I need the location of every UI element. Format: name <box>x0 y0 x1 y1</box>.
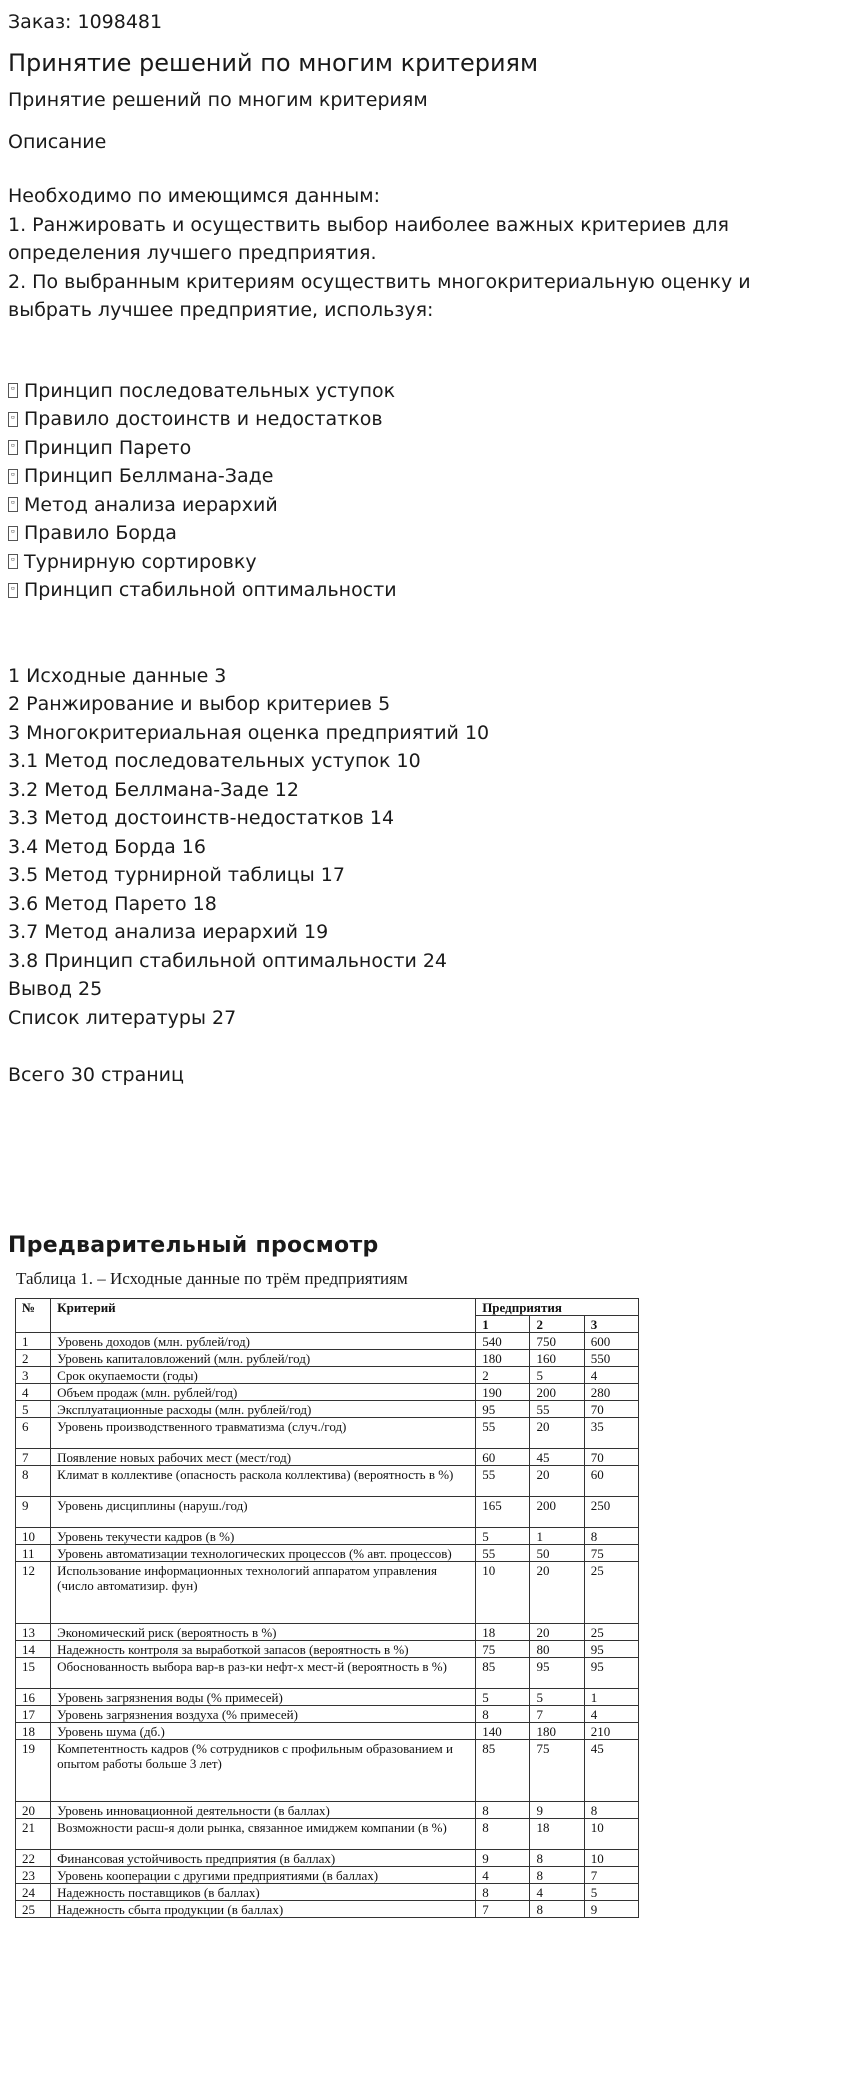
row-number: 25 <box>16 1900 51 1917</box>
row-criterion: Уровень производственного травматизма (случ./год) <box>51 1417 476 1448</box>
description-label: Описание <box>8 131 107 153</box>
row-value-2: 200 <box>530 1496 584 1527</box>
method-list <box>8 377 828 605</box>
row-value-3: 95 <box>584 1640 638 1657</box>
missing-glyph-icon: ▫ <box>8 583 18 598</box>
row-value-2: 4 <box>530 1883 584 1900</box>
table-of-contents <box>8 662 828 1033</box>
table-row <box>16 1688 639 1705</box>
row-value-1: 5 <box>476 1688 530 1705</box>
description-text <box>8 182 828 325</box>
table-row <box>16 1866 639 1883</box>
row-number: 2 <box>16 1349 51 1366</box>
row-number: 13 <box>16 1623 51 1640</box>
row-value-3: 95 <box>584 1657 638 1688</box>
row-criterion: Срок окупаемости (годы) <box>51 1366 476 1383</box>
row-value-2: 7 <box>530 1705 584 1722</box>
table-row <box>16 1849 639 1866</box>
table-body <box>16 1332 639 1917</box>
total-pages: Всего 30 страниц <box>8 1064 184 1086</box>
table-caption: Таблица 1. – Исходные данные по трём предприятиям <box>16 1268 408 1288</box>
missing-glyph-icon: ▫ <box>8 469 18 484</box>
row-value-1: 140 <box>476 1722 530 1739</box>
table-row <box>16 1657 639 1688</box>
row-value-1: 55 <box>476 1465 530 1496</box>
row-value-3: 1 <box>584 1688 638 1705</box>
row-value-1: 5 <box>476 1527 530 1544</box>
description-line: выбрать лучшее предприятие, используя: <box>8 299 434 321</box>
list-item: ▫ Принцип последовательных уступок <box>8 377 828 406</box>
page-title: Принятие решений по многим критериям <box>8 49 539 77</box>
row-number: 5 <box>16 1400 51 1417</box>
source-data-table <box>15 1298 639 1918</box>
table-row <box>16 1496 639 1527</box>
row-value-1: 190 <box>476 1383 530 1400</box>
row-value-2: 8 <box>530 1849 584 1866</box>
row-criterion: Появление новых рабочих мест (мест/год) <box>51 1448 476 1465</box>
toc-item: 3.2 Метод Беллмана-Заде 12 <box>8 778 299 801</box>
row-value-2: 20 <box>530 1623 584 1640</box>
row-value-2: 80 <box>530 1640 584 1657</box>
table-row <box>16 1900 639 1917</box>
row-value-3: 70 <box>584 1448 638 1465</box>
row-criterion: Уровень загрязнения воздуха (% примесей) <box>51 1705 476 1722</box>
row-value-2: 160 <box>530 1349 584 1366</box>
row-value-3: 8 <box>584 1801 638 1818</box>
preview-heading: Предварительный просмотр <box>8 1232 379 1258</box>
row-value-3: 550 <box>584 1349 638 1366</box>
row-criterion: Уровень шума (дб.) <box>51 1722 476 1739</box>
row-value-2: 8 <box>530 1900 584 1917</box>
row-value-1: 10 <box>476 1561 530 1623</box>
row-value-2: 95 <box>530 1657 584 1688</box>
row-number: 4 <box>16 1383 51 1400</box>
header-enterprise-1: 1 <box>476 1315 530 1332</box>
header-number: № <box>16 1298 51 1332</box>
missing-glyph-icon: ▫ <box>8 412 18 427</box>
row-value-1: 18 <box>476 1623 530 1640</box>
row-number: 19 <box>16 1739 51 1801</box>
header-enterprises: Предприятия <box>476 1298 639 1315</box>
row-criterion: Возможности расш-я доли рынка, связанное имиджем компании (в %) <box>51 1818 476 1849</box>
row-value-1: 60 <box>476 1448 530 1465</box>
row-value-3: 75 <box>584 1544 638 1561</box>
list-item: ▫ Турнирную сортировку <box>8 548 828 577</box>
row-value-3: 35 <box>584 1417 638 1448</box>
row-criterion: Эксплуатационные расходы (млн. рублей/год) <box>51 1400 476 1417</box>
table-header-row <box>16 1298 639 1315</box>
toc-item: 3 Многокритериальная оценка предприятий 10 <box>8 721 490 744</box>
row-value-3: 45 <box>584 1739 638 1801</box>
row-value-3: 10 <box>584 1818 638 1849</box>
row-criterion: Уровень текучести кадров (в %) <box>51 1527 476 1544</box>
table-row <box>16 1366 639 1383</box>
table-row <box>16 1623 639 1640</box>
row-criterion: Экономический риск (вероятность в %) <box>51 1623 476 1640</box>
row-number: 12 <box>16 1561 51 1623</box>
table-row <box>16 1332 639 1349</box>
missing-glyph-icon: ▫ <box>8 383 18 398</box>
row-number: 11 <box>16 1544 51 1561</box>
row-value-1: 55 <box>476 1544 530 1561</box>
row-value-1: 4 <box>476 1866 530 1883</box>
table-row <box>16 1349 639 1366</box>
row-value-1: 8 <box>476 1705 530 1722</box>
row-value-2: 50 <box>530 1544 584 1561</box>
list-item: ▫ Правило Борда <box>8 519 828 548</box>
row-value-3: 70 <box>584 1400 638 1417</box>
row-value-1: 7 <box>476 1900 530 1917</box>
row-value-1: 95 <box>476 1400 530 1417</box>
toc-item: 3.6 Метод Парето 18 <box>8 892 217 915</box>
description-line: определения лучшего предприятия. <box>8 242 377 264</box>
row-number: 14 <box>16 1640 51 1657</box>
row-criterion: Уровень автоматизации технологических процессов (% авт. процессов) <box>51 1544 476 1561</box>
row-number: 1 <box>16 1332 51 1349</box>
row-criterion: Надежность поставщиков (в баллах) <box>51 1883 476 1900</box>
description-line: 2. По выбранным критериям осуществить многокритериальную оценку и <box>8 270 751 293</box>
toc-item: 3.8 Принцип стабильной оптимальности 24 <box>8 949 448 972</box>
table-row <box>16 1883 639 1900</box>
list-item: ▫ Правило достоинств и недостатков <box>8 405 828 434</box>
row-value-3: 210 <box>584 1722 638 1739</box>
row-criterion: Компетентность кадров (% сотрудников с профильным образованием и опытом работы больше 3 лет) <box>51 1739 476 1801</box>
row-value-2: 18 <box>530 1818 584 1849</box>
row-value-2: 750 <box>530 1332 584 1349</box>
header-enterprise-2: 2 <box>530 1315 584 1332</box>
missing-glyph-icon: ▫ <box>8 497 18 512</box>
row-number: 21 <box>16 1818 51 1849</box>
toc-item: 3.3 Метод достоинств-недостатков 14 <box>8 807 395 829</box>
row-value-1: 8 <box>476 1818 530 1849</box>
row-value-2: 200 <box>530 1383 584 1400</box>
order-number: Заказ: 1098481 <box>8 11 163 33</box>
row-value-2: 75 <box>530 1739 584 1801</box>
row-number: 22 <box>16 1849 51 1866</box>
row-number: 6 <box>16 1417 51 1448</box>
row-value-1: 55 <box>476 1417 530 1448</box>
row-value-2: 180 <box>530 1722 584 1739</box>
row-value-3: 4 <box>584 1366 638 1383</box>
row-value-2: 45 <box>530 1448 584 1465</box>
header-enterprise-3: 3 <box>584 1315 638 1332</box>
row-criterion: Объем продаж (млн. рублей/год) <box>51 1383 476 1400</box>
row-number: 17 <box>16 1705 51 1722</box>
row-value-3: 600 <box>584 1332 638 1349</box>
row-value-3: 7 <box>584 1866 638 1883</box>
row-value-3: 250 <box>584 1496 638 1527</box>
table-row <box>16 1739 639 1801</box>
table-row <box>16 1383 639 1400</box>
row-number: 15 <box>16 1657 51 1688</box>
toc-item: 3.1 Метод последовательных уступок 10 <box>8 750 421 772</box>
table-row <box>16 1801 639 1818</box>
missing-glyph-icon: ▫ <box>8 440 18 455</box>
row-value-1: 75 <box>476 1640 530 1657</box>
row-criterion: Финансовая устойчивость предприятия (в баллах) <box>51 1849 476 1866</box>
row-value-1: 180 <box>476 1349 530 1366</box>
toc-item: Список литературы 27 <box>8 1006 237 1029</box>
toc-item: 1 Исходные данные 3 <box>8 664 227 687</box>
row-value-3: 25 <box>584 1623 638 1640</box>
row-value-1: 8 <box>476 1801 530 1818</box>
row-number: 9 <box>16 1496 51 1527</box>
row-criterion: Уровень кооперации с другими предприятиями (в баллах) <box>51 1866 476 1883</box>
row-value-1: 540 <box>476 1332 530 1349</box>
row-value-3: 5 <box>584 1883 638 1900</box>
row-number: 18 <box>16 1722 51 1739</box>
row-value-1: 8 <box>476 1883 530 1900</box>
list-item: ▫ Метод анализа иерархий <box>8 491 828 520</box>
missing-glyph-icon: ▫ <box>8 554 18 569</box>
missing-glyph-icon: ▫ <box>8 526 18 541</box>
row-value-2: 5 <box>530 1366 584 1383</box>
table-row <box>16 1640 639 1657</box>
row-criterion: Уровень доходов (млн. рублей/год) <box>51 1332 476 1349</box>
row-criterion: Обоснованность выбора вар-в раз-ки нефт-х мест-й (вероятность в %) <box>51 1657 476 1688</box>
row-value-3: 10 <box>584 1849 638 1866</box>
row-number: 16 <box>16 1688 51 1705</box>
row-value-2: 20 <box>530 1417 584 1448</box>
row-criterion: Уровень инновационной деятельности (в баллах) <box>51 1801 476 1818</box>
toc-item: Вывод 25 <box>8 978 103 1000</box>
row-value-3: 60 <box>584 1465 638 1496</box>
toc-item: 3.5 Метод турнирной таблицы 17 <box>8 864 345 886</box>
row-number: 24 <box>16 1883 51 1900</box>
table-row <box>16 1544 639 1561</box>
page-subtitle: Принятие решений по многим критериям <box>8 89 428 111</box>
row-number: 20 <box>16 1801 51 1818</box>
row-value-2: 5 <box>530 1688 584 1705</box>
row-value-3: 280 <box>584 1383 638 1400</box>
row-value-1: 165 <box>476 1496 530 1527</box>
description-line: 1. Ранжировать и осуществить выбор наиболее важных критериев для <box>8 213 729 236</box>
table-row <box>16 1400 639 1417</box>
row-criterion: Уровень дисциплины (наруш./год) <box>51 1496 476 1527</box>
row-value-3: 9 <box>584 1900 638 1917</box>
toc-item: 3.4 Метод Борда 16 <box>8 835 206 858</box>
table-row <box>16 1561 639 1623</box>
row-number: 10 <box>16 1527 51 1544</box>
row-value-2: 8 <box>530 1866 584 1883</box>
row-value-3: 25 <box>584 1561 638 1623</box>
row-value-3: 8 <box>584 1527 638 1544</box>
row-value-1: 9 <box>476 1849 530 1866</box>
list-item: ▫ Принцип Парето <box>8 434 828 463</box>
row-value-2: 20 <box>530 1465 584 1496</box>
row-value-2: 1 <box>530 1527 584 1544</box>
table-row <box>16 1818 639 1849</box>
table-row <box>16 1448 639 1465</box>
row-number: 3 <box>16 1366 51 1383</box>
header-criterion: Критерий <box>51 1298 476 1332</box>
row-number: 8 <box>16 1465 51 1496</box>
page-content <box>8 0 828 1918</box>
table-row <box>16 1527 639 1544</box>
row-criterion: Уровень капиталовложений (млн. рублей/год) <box>51 1349 476 1366</box>
row-criterion: Использование информационных технологий аппаратом управления (число автоматизир. фун) <box>51 1561 476 1623</box>
row-criterion: Климат в коллективе (опасность раскола коллектива) (вероятность в %) <box>51 1465 476 1496</box>
toc-item: 3.7 Метод анализа иерархий 19 <box>8 921 329 943</box>
row-value-1: 85 <box>476 1657 530 1688</box>
table-row <box>16 1465 639 1496</box>
row-number: 7 <box>16 1448 51 1465</box>
row-value-1: 85 <box>476 1739 530 1801</box>
table-row <box>16 1417 639 1448</box>
list-item: ▫ Принцип стабильной оптимальности <box>8 576 828 605</box>
table-row <box>16 1722 639 1739</box>
row-criterion: Надежность контроля за выработкой запасов (вероятность в %) <box>51 1640 476 1657</box>
row-value-2: 20 <box>530 1561 584 1623</box>
row-criterion: Уровень загрязнения воды (% примесей) <box>51 1688 476 1705</box>
row-criterion: Надежность сбыта продукции (в баллах) <box>51 1900 476 1917</box>
row-value-2: 55 <box>530 1400 584 1417</box>
row-value-2: 9 <box>530 1801 584 1818</box>
row-value-3: 4 <box>584 1705 638 1722</box>
toc-item: 2 Ранжирование и выбор критериев 5 <box>8 693 391 715</box>
row-number: 23 <box>16 1866 51 1883</box>
table-row <box>16 1705 639 1722</box>
list-item: ▫ Принцип Беллмана-Заде <box>8 462 828 491</box>
description-line: Необходимо по имеющимся данным: <box>8 185 380 207</box>
row-value-1: 2 <box>476 1366 530 1383</box>
